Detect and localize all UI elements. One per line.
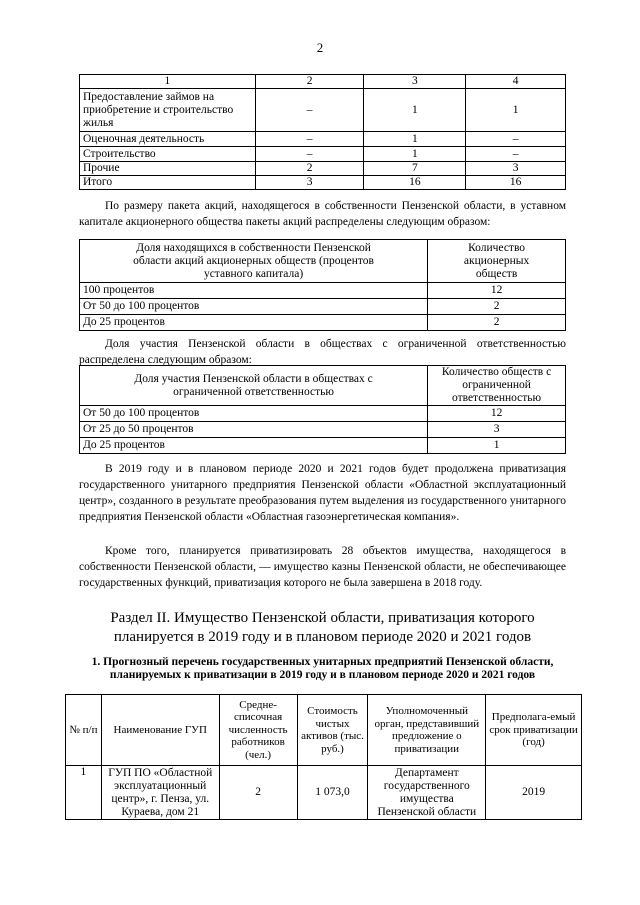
table-header-row xyxy=(80,366,566,406)
table-row xyxy=(66,766,582,820)
table-cell: 1 xyxy=(66,766,102,820)
row-label: До 25 процентов xyxy=(80,438,428,454)
table-row xyxy=(80,299,566,315)
row-label: Оценочная деятельность xyxy=(80,132,256,147)
table-header-cell: Средне-списочная численность работников (чел.) xyxy=(219,695,297,766)
section-heading: Раздел II. Имущество Пензенской области, приватизация которого планируется в 2019 году и в плановом периоде 2020 и 2021 годов xyxy=(110,610,535,645)
table-cell: 2 xyxy=(255,162,364,176)
table-cell: 3 xyxy=(428,422,566,438)
table-cell: 2 xyxy=(219,766,297,820)
table-header-row xyxy=(80,240,566,283)
table-cell: 1 xyxy=(428,438,566,454)
table-header-cell: Уполномоченный орган, представивший предложение о приватизации xyxy=(368,695,486,766)
table-header-cell: Стоимость чистых активов (тыс. руб.) xyxy=(297,695,368,766)
table-header-cell: Количество обществ с ограниченной ответственностью xyxy=(428,366,566,406)
paragraph-property: Кроме того, планируется приватизировать 28 объектов имущества, находящегося в собственности Пензенской области, — имущество казны Пензенской области, не обеспечивающее государственных функций, приватизация которого не была завершена в 2018 году. xyxy=(79,545,566,589)
table-cell: – xyxy=(255,89,364,132)
row-label: От 50 до 100 процентов xyxy=(80,406,428,422)
table-cell: 7 xyxy=(364,162,466,176)
table-cell: – xyxy=(255,147,364,162)
table-header-cell: 1 xyxy=(80,75,256,89)
table-row xyxy=(80,315,566,331)
table-header-cell: 2 xyxy=(255,75,364,89)
table-cell: 16 xyxy=(364,176,466,190)
table-row xyxy=(80,422,566,438)
table-row xyxy=(80,162,566,176)
table-header-cell: Доля участия Пензенской области в обществах с ограниченной ответственностью xyxy=(80,366,428,406)
table-row xyxy=(80,176,566,190)
table-row xyxy=(80,406,566,422)
table-cell: 2019 xyxy=(486,766,582,820)
row-label: От 50 до 100 процентов xyxy=(80,299,428,315)
table-header-row xyxy=(80,75,566,89)
table-header-cell: 3 xyxy=(364,75,466,89)
table-subheading: 1. Прогнозный перечень государственных унитарных предприятий Пензенской области, планируемых к приватизации в 2019 году и в плановом периоде 2020 и 2021 годов xyxy=(91,656,554,681)
shares-table xyxy=(79,239,566,331)
table-cell: 12 xyxy=(428,283,566,299)
table-cell: 12 xyxy=(428,406,566,422)
paragraph-privatization: В 2019 году и в плановом периоде 2020 и 2021 годов будет продолжена приватизация государственного унитарного предприятия Пензенской области «Областной эксплуатационный центр», созданного в результате преобразования путем выделения из государственного унитарного предприятия Пензенской области «Областная газоэнергетическая компания». xyxy=(79,463,566,523)
paragraph-llc: Доля участия Пензенской области в обществах с ограниченной ответственностью распределена следующим образом: xyxy=(79,338,566,366)
table-row xyxy=(80,132,566,147)
table-cell: 1 xyxy=(364,89,466,132)
table-cell: – xyxy=(466,147,566,162)
table-header-cell: Доля находящихся в собственности Пензенской области акций акционерных обществ (процентов уставного капитала) xyxy=(80,240,428,283)
llc-table xyxy=(79,365,566,454)
page-number: 2 xyxy=(316,40,324,55)
table-cell: 2 xyxy=(428,315,566,331)
table-row xyxy=(80,438,566,454)
paragraph-shares: По размеру пакета акций, находящегося в собственности Пензенской области, в уставном капитале акционерного общества пакеты акций распределены следующим образом: xyxy=(79,200,566,228)
table-header-cell: Предполага-емый срок приватизации (год) xyxy=(486,695,582,766)
row-label: До 25 процентов xyxy=(80,315,428,331)
table-row xyxy=(80,283,566,299)
table-cell: 1 xyxy=(364,147,466,162)
row-label: Прочие xyxy=(80,162,256,176)
row-label: Итого xyxy=(80,176,256,190)
row-label: От 25 до 50 процентов xyxy=(80,422,428,438)
row-label: 100 процентов xyxy=(80,283,428,299)
industry-table xyxy=(79,74,566,190)
table-cell: 1 xyxy=(364,132,466,147)
table-cell: 16 xyxy=(466,176,566,190)
table-cell: ГУП ПО «Областной эксплуатационный центр», г. Пенза, ул. Кураева, дом 21 xyxy=(101,766,219,820)
table-cell: 2 xyxy=(428,299,566,315)
table-cell: 1 073,0 xyxy=(297,766,368,820)
table-row xyxy=(80,89,566,132)
enterprises-table xyxy=(65,694,582,820)
table-header-cell: 4 xyxy=(466,75,566,89)
table-header-cell: Количество акционерных обществ xyxy=(428,240,566,283)
table-header-cell: № п/п xyxy=(66,695,102,766)
table-cell: 1 xyxy=(466,89,566,132)
table-cell: Департамент государственного имущества Пензенской области xyxy=(368,766,486,820)
table-cell: 3 xyxy=(466,162,566,176)
row-label: Строительство xyxy=(80,147,256,162)
table-cell: – xyxy=(466,132,566,147)
table-header-cell: Наименование ГУП xyxy=(101,695,219,766)
table-cell: 3 xyxy=(255,176,364,190)
table-cell: – xyxy=(255,132,364,147)
table-row xyxy=(80,147,566,162)
table-header-row xyxy=(66,695,582,766)
row-label: Предоставление займов на приобретение и строительство жилья xyxy=(80,89,256,132)
